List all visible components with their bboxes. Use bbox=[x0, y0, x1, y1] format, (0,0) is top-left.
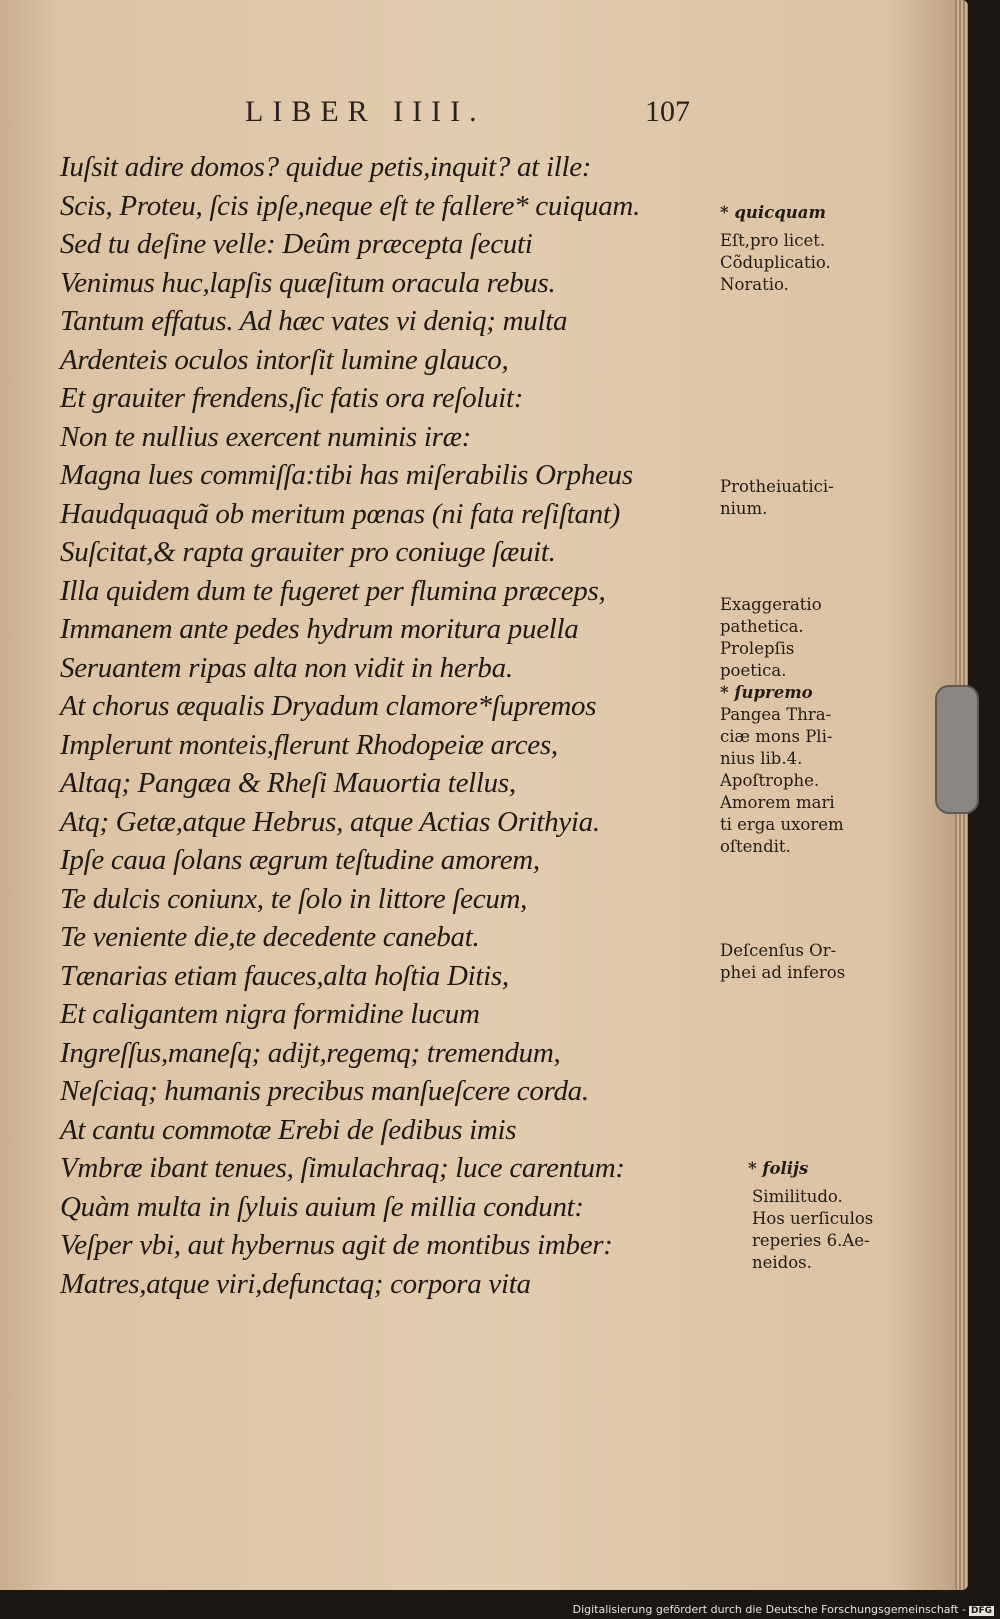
running-header bbox=[245, 95, 715, 135]
verse-line: Neſciaq; humanis precibus manſueſcere corda. bbox=[60, 1075, 589, 1107]
page-number: 107 bbox=[645, 95, 690, 128]
digitization-footer bbox=[573, 1603, 994, 1616]
margin-note-line: Exaggeratio bbox=[720, 595, 822, 614]
verse-line: Altaq; Pangæa & Rheſi Mauortia tellus, bbox=[60, 767, 516, 799]
verse-line: Ipſe caua ſolans ægrum teſtudine amorem, bbox=[60, 844, 540, 876]
verse-line: Tantum effatus. Ad hæc vates vi deniq; multa bbox=[60, 305, 568, 337]
verse-line: Vmbræ ibant tenues, ſimulachraq; luce carentum: bbox=[60, 1152, 625, 1184]
verse-line: Quàm multa in ſyluis auium ſe millia condunt: bbox=[60, 1190, 584, 1223]
margin-note bbox=[748, 1158, 948, 1180]
verse-line: Ingreſſus,maneſq; adijt,regemq; tremendum, bbox=[60, 1036, 561, 1069]
verse-line: Immanem ante pedes hydrum moritura puella bbox=[60, 613, 579, 645]
margin-note-line: Hos uerſiculos bbox=[752, 1209, 874, 1228]
verse-line: Venimus huc,lapſis quæſitum oracula rebus. bbox=[60, 266, 556, 299]
verse-line: Magna lues commiſſa:tibi has miſerabilis Orpheus bbox=[60, 459, 633, 491]
verse-line: Ardenteis oculos intorſit lumine glauco, bbox=[60, 343, 509, 376]
footer-text: Digitalisierung gefördert durch die Deutsche Forschungsgemeinschaft - bbox=[572, 1603, 966, 1616]
verse-line: Atq; Getæ,atque Hebrus, atque Actias Orithyia. bbox=[60, 805, 600, 838]
verse-line: Scis, Proteu, ſcis ipſe,neque eſt te fallere* cuiquam. bbox=[60, 189, 641, 222]
margin-note bbox=[720, 202, 920, 224]
verse-line: At cantu commotæ Erebi de ſedibus imis bbox=[60, 1113, 517, 1146]
margin-note-line: phei ad inferos bbox=[720, 963, 846, 982]
margin-note-line: neidos. bbox=[752, 1253, 812, 1272]
verse-block bbox=[60, 148, 730, 1303]
margin-note-line: poetica. bbox=[720, 661, 787, 680]
margin-note-line: Protheiuatici- bbox=[720, 477, 834, 496]
margin-note-line: nius lib.4. bbox=[720, 749, 803, 768]
header-title: LIBER IIII. bbox=[245, 95, 486, 128]
margin-note-line: Similitudo. bbox=[752, 1187, 843, 1206]
verse-line: Illa quidem dum te fugeret per flumina præceps, bbox=[60, 574, 606, 607]
verse-line: Non te nullius exercent numinis iræ: bbox=[60, 420, 471, 453]
margin-note-line: Cõduplicatio. bbox=[720, 253, 831, 272]
margin-note-line: Eſt,pro licet. bbox=[720, 231, 826, 250]
verse-line: Haudquaquã ob meritum pœnas (ni fata reſiſtant) bbox=[60, 497, 620, 530]
verse-line: Et caligantem nigra formidine lucum bbox=[60, 998, 480, 1030]
margin-note bbox=[752, 1186, 952, 1274]
verse-line: Veſper vbi, aut hybernus agit de montibus imber: bbox=[60, 1229, 613, 1261]
verse-line: Sed tu deſine velle: Deûm præcepta ſecuti bbox=[60, 228, 533, 260]
margin-note-line: Deſcenſus Or- bbox=[720, 941, 837, 960]
margin-note bbox=[720, 230, 920, 296]
verse-line: Et grauiter frendens,ſic fatis ora reſoluit: bbox=[60, 382, 524, 414]
bookmark-tab bbox=[935, 685, 979, 814]
verse-line: Implerunt monteis,flerunt Rhodopeiæ arces, bbox=[60, 728, 558, 761]
verse-line: Te dulcis coniunx, te ſolo in littore ſecum, bbox=[60, 882, 528, 915]
margin-note bbox=[720, 594, 920, 858]
verse-line: Iuſsit adire domos? quidue petis,inquit? at ille: bbox=[60, 151, 592, 183]
margin-note-line: * quicquam bbox=[720, 203, 826, 222]
verse-line: Seruantem ripas alta non vidit in herba. bbox=[60, 651, 513, 684]
margin-note-line: ciæ mons Pli- bbox=[720, 727, 833, 746]
verse-line: Te veniente die,te decedente canebat. bbox=[60, 921, 480, 953]
margin-note bbox=[720, 476, 920, 520]
margin-note-line: oſtendit. bbox=[720, 837, 791, 856]
verse-line: Matres,atque viri,defunctaq; corpora vita bbox=[60, 1267, 531, 1300]
margin-note-line: Prolepſis bbox=[720, 639, 795, 658]
margin-note-line: nium. bbox=[720, 499, 768, 518]
verse-line: Tænarias etiam fauces,alta hoſtia Ditis, bbox=[60, 959, 509, 992]
margin-note-line: Noratio. bbox=[720, 275, 789, 294]
margin-note-line: * ſupremo bbox=[720, 683, 813, 702]
margin-note-line: Apoſtrophe. bbox=[720, 771, 820, 790]
margin-note-line: Pangea Thra- bbox=[720, 705, 832, 724]
margin-note-line: reperies 6.Ae- bbox=[752, 1231, 870, 1250]
margin-note-line: ti erga uxorem bbox=[720, 815, 844, 834]
margin-note bbox=[720, 940, 920, 984]
margin-note-line: pathetica. bbox=[720, 617, 804, 636]
dfg-logo: DFG bbox=[970, 1606, 992, 1616]
verse-line: At chorus æqualis Dryadum clamore*ſupremos bbox=[60, 690, 597, 722]
margin-note-line: * folijs bbox=[748, 1159, 809, 1178]
margin-note-line: Amorem mari bbox=[720, 793, 835, 812]
verse-line: Suſcitat,& rapta grauiter pro coniuge ſæuit. bbox=[60, 536, 556, 568]
